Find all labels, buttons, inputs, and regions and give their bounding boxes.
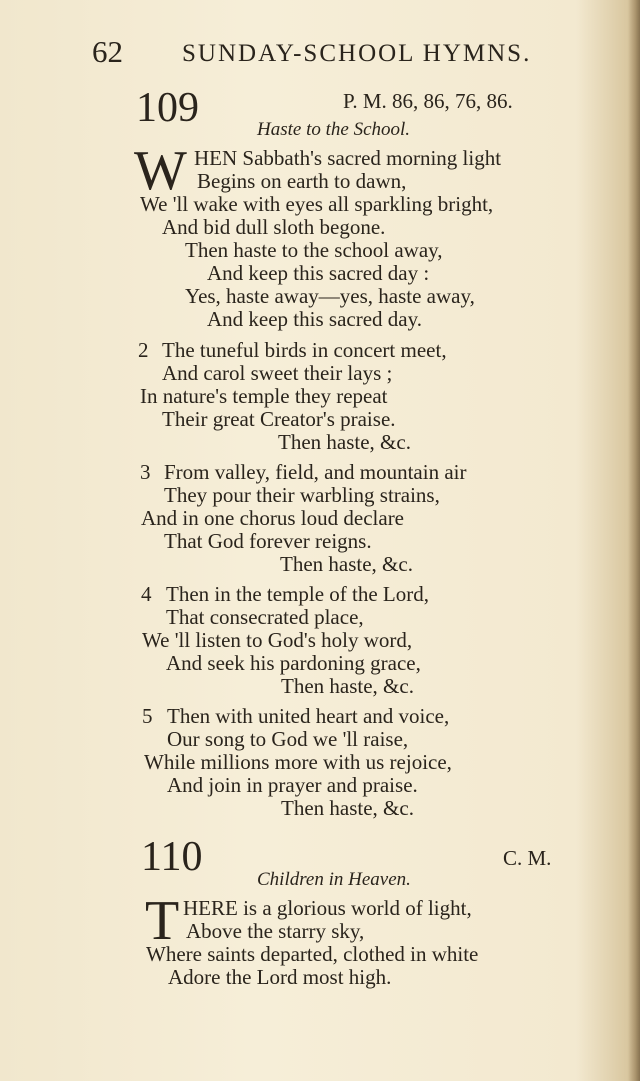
hymn-line: Adore the Lord most high. (168, 965, 392, 989)
hymn-line: We 'll wake with eyes all sparkling bright, (140, 192, 494, 216)
running-title: SUNDAY-SCHOOL HYMNS. (182, 40, 532, 67)
hymn-meter: C. M. (503, 846, 552, 870)
hymn-line: Yes, haste away—yes, haste away, (185, 284, 475, 308)
hymn-title: Haste to the School. (257, 119, 411, 140)
hymn-line: And carol sweet their lays ; (162, 361, 393, 385)
hymn-line: HERE is a glorious world of light, (183, 896, 472, 920)
hymn-line: Then with united heart and voice, (167, 704, 450, 728)
hymn-refrain: Then haste, &c. (280, 552, 413, 576)
hymn-meter: P. M. 86, 86, 76, 86. (343, 89, 513, 113)
drop-cap: T (145, 890, 180, 952)
hymn-line: And join in prayer and praise. (167, 773, 418, 797)
hymn-line: HEN Sabbath's sacred morning light (194, 146, 502, 170)
hymn-line: Then in the temple of the Lord, (166, 582, 430, 606)
hymn-line: Where saints departed, clothed in white (146, 942, 479, 966)
stanza-number: 4 (141, 582, 152, 606)
hymn-line: They pour their warbling strains, (164, 483, 440, 507)
hymn-line: Above the starry sky, (186, 919, 365, 943)
hymn-number: 109 (136, 85, 199, 131)
hymn-line: Begins on earth to dawn, (197, 169, 407, 193)
hymn-line: That consecrated place, (166, 605, 364, 629)
hymn-title: Children in Heaven. (257, 869, 411, 890)
hymn-line: While millions more with us rejoice, (144, 750, 452, 774)
stanza-number: 3 (140, 460, 151, 484)
stanza-number: 5 (142, 704, 153, 728)
hymn-number: 110 (141, 834, 203, 880)
hymn-line: We 'll listen to God's holy word, (142, 628, 413, 652)
stanza-number: 2 (138, 338, 149, 362)
page-number: 62 (92, 34, 123, 69)
hymn-line: And bid dull sloth begone. (162, 215, 386, 239)
hymn-line: That God forever reigns. (164, 529, 372, 553)
hymn-refrain: Then haste, &c. (281, 674, 414, 698)
hymn-line: And keep this sacred day : (207, 261, 430, 285)
hymn-refrain: Then haste, &c. (278, 430, 411, 454)
hymn-line: From valley, field, and mountain air (164, 460, 467, 484)
hymn-line: The tuneful birds in concert meet, (162, 338, 447, 362)
hymn-line: Their great Creator's praise. (162, 407, 396, 431)
hymn-line: And seek his pardoning grace, (166, 651, 421, 675)
drop-cap: W (134, 140, 187, 202)
page-edge-shadow (628, 0, 640, 1081)
hymn-line: And in one chorus loud declare (141, 506, 405, 530)
hymn-line: Then haste to the school away, (185, 238, 443, 262)
hymn-line: In nature's temple they repeat (140, 384, 388, 408)
hymn-line: And keep this sacred day. (207, 307, 422, 331)
hymn-line: Our song to God we 'll raise, (167, 727, 409, 751)
hymn-refrain: Then haste, &c. (281, 796, 414, 820)
